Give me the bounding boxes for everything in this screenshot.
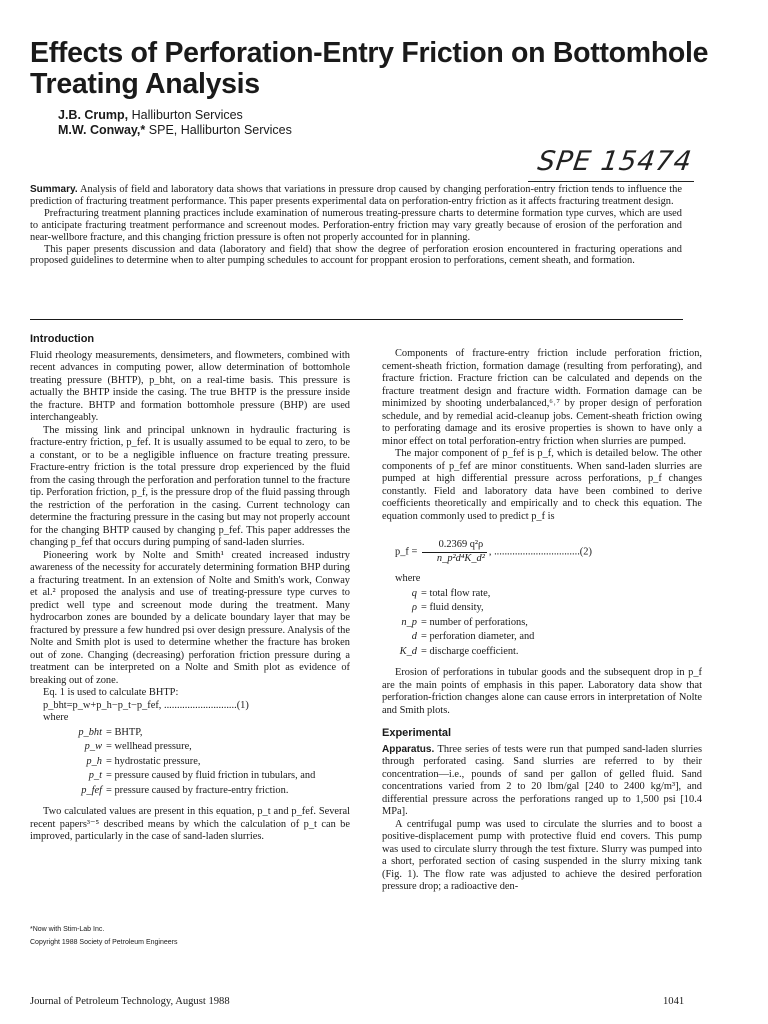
body-paragraph: The major component of p_fef is p_f, which is detailed below. The other components of p_fef are minor constituents. When sand-laden slurries are pumped at high differential pressure across perforations, p_f changes constantly. Field and laboratory data have been combined to derive coefficients theoretically and empirically and to check this equation. The equation commonly used to predict p_f is: [382, 448, 702, 522]
body-paragraph: A centrifugal pump was used to circulate the slurries and to boost a positive-displacement pump with protective fluid end covers. This pump was used to circulate slurry through the test fixture. Slurry was pumped into a short, perforated section of casing suspended in the slurry mixing tank (Fig. 1). The flow rate was adjusted to achieve the desired perforation pressure drop; a radioactive den-: [382, 818, 702, 892]
summary-text: Analysis of field and laboratory data shows that variations in pressure drop caused by changing perforation-entry friction tends to influence the prediction of fracturing treatment performance. This paper presents experimental data on perforation-entry friction as it affects fracturing treatment design.: [30, 184, 682, 207]
variable-meaning: = pressure caused by fracture-entry friction.: [106, 784, 289, 796]
variable-definition: [382, 601, 702, 616]
footnote-affiliation: *Now with Stim-Lab Inc.: [30, 926, 105, 933]
paper-title: Effects of Perforation-Entry Friction on Bottomhole Treating Analysis: [30, 37, 709, 100]
variable-meaning: = BHTP,: [106, 726, 143, 738]
author-name: M.W. Conway,*: [58, 123, 146, 137]
section-divider: [30, 319, 683, 320]
author-2: [58, 123, 292, 138]
equation-2: [382, 539, 702, 565]
variable-symbol: p_h: [86, 755, 102, 767]
footnote: [30, 923, 177, 949]
equation-lhs: p_f =: [395, 546, 418, 558]
apparatus-text: Three series of tests were run that pumped sand-laden slurries through perforated casing. Sand slurries are referred to by their concentration—i.e., pounds of sand per gallon of gelled fluid. Sand concentrations varied from 2 to 20 lbm/gal [240 to 2400 kg/m³], and differential pressure across the perforations ranged up to 1,500 psi [10.4 MPa].: [382, 743, 702, 817]
variable-definition: [30, 726, 350, 741]
variable-symbol: ρ: [412, 602, 417, 613]
body-paragraph: Pioneering work by Nolte and Smith¹ created increased industry awareness of the necessity for accurately determining formation BHP during a fracturing treatment. In an extension of Nolte and Smith's work, Conway et al.² proposed the analysis and use of treating-pressure type curves to predict well type and screenout mode during the treatment. Many hydrocarbon zones are bounded by a delicate boundary layer that may be fractured by pressure a few hundred psi over design pressure. Analysis of the Nolte and Smith plot is used to determine whether the fracture has broken out of zone. Changing (decreasing) perforation friction pressure during a treatment can be interpreted on a Nolte and Smith plot as evidence of breaking out of zone.: [30, 549, 350, 686]
body-paragraph: Erosion of perforations in tubular goods and the subsequent drop in p_f are the main points of emphasis in this paper. Laboratory data show that perforation-friction changes alone can cause errors in interpretation of Nolte and Smith plots.: [382, 667, 702, 716]
handwritten-underline: [528, 181, 694, 182]
variable-meaning: = perforation diameter, and: [421, 631, 535, 642]
author-list: [58, 108, 292, 138]
body-paragraph: Two calculated values are present in this equation, p_t and p_fef. Several recent papers³⁻⁵ described means by which the calculation of p_t can be improved, particularly in the case of sand-laden slurries.: [30, 806, 350, 842]
body-paragraph: Eq. 1 is used to calculate BHTP:: [43, 687, 179, 698]
where-label: where: [395, 573, 421, 584]
equation-1: p_bht=p_w+p_h−p_t−p_fef, ............................(1): [43, 699, 249, 711]
copyright-notice: Copyright 1988 Society of Petroleum Engineers: [30, 939, 178, 946]
body-paragraph: Components of fracture-entry friction include perforation friction, cement-sheath friction, formation damage (resulting from perforating), and fracture friction. Fracture friction can be calculated and depends on the fracture treatment design and fracture width. Formation damage can be minimized by shooting underbalanced,⁶˒⁷ by proper design of perforation schedule, and by remedial acid-cleanup jobs. Cement-sheath friction owing to perforating damage and its erosive properties is shown to have only a minor effect on total perforation-entry friction when slurries are pumped.: [382, 348, 702, 447]
section-heading-introduction: Introduction: [30, 333, 95, 345]
variable-meaning: = hydrostatic pressure,: [106, 755, 201, 767]
variable-definition: [382, 630, 702, 645]
author-affiliation: SPE, Halliburton Services: [148, 123, 292, 137]
body-paragraph: The missing link and principal unknown in hydraulic fracturing is fracture-entry friction, p_fef. It is usually assumed to be equal to zero, to be a constant, or to be a negligible influence on fracture treating pressure. Fracture-entry friction is the total pressure drop experienced by the fluid from the casing through the perforation and perforation tunnel to the fracture tip. Perforation friction, p_f, is the pressure drop of the fluid passing through the restriction of the perforation in the casing. Current technology can determine the fracturing pressure in the casing but may not properly account for the changing BHTP caused by changing p_fef. This paper addresses the changing p_fef that occurs during pumping of sand-laden slurries.: [30, 424, 350, 548]
variable-meaning: = discharge coefficient.: [421, 645, 519, 657]
author-name: J.B. Crump,: [58, 108, 129, 122]
variable-meaning: = wellhead pressure,: [106, 741, 192, 752]
variable-definition: [382, 587, 702, 602]
variable-meaning: = total flow rate,: [421, 587, 491, 599]
journal-citation: Journal of Petroleum Technology, August 1988: [30, 996, 230, 1007]
where-label: where: [43, 712, 69, 723]
author-affiliation: Halliburton Services: [131, 108, 243, 122]
variable-symbol: q: [411, 587, 417, 599]
variable-definition: [382, 616, 702, 631]
body-paragraph: Fluid rheology measurements, densimeters, and flowmeters, combined with recent advances in computing power, allow determination of bottomhole treating pressure (BHTP), p_bht, on a real-time basis. This pressure is actually the BHTP inside the casing. The true BHTP is the pressure inside the fracture. BHTP and formation bottomhole pressure (BHP) are used interchangeably.: [30, 349, 350, 423]
variable-meaning: = fluid density,: [421, 602, 484, 613]
variable-definition: [30, 769, 350, 784]
variable-symbol: K_d: [399, 645, 417, 657]
right-column: [382, 348, 702, 894]
summary-label: Summary.: [30, 184, 78, 195]
variable-meaning: = number of perforations,: [421, 616, 528, 628]
variable-list: [382, 587, 702, 660]
variable-definition: [30, 755, 350, 770]
summary-section: [30, 184, 682, 267]
author-1: [58, 108, 292, 123]
equation-numerator: 0.2369 q²ρ: [422, 539, 487, 553]
variable-definition: [30, 740, 350, 755]
equation-fraction: [422, 539, 487, 565]
subsection-label-apparatus: Apparatus.: [382, 743, 435, 755]
section-heading-experimental: Experimental: [382, 727, 452, 739]
page-number: 1041: [663, 996, 685, 1007]
handwritten-paper-number: SPE 15474: [535, 146, 695, 177]
variable-definition: [382, 645, 702, 660]
equation-denominator: n_p²d⁴K_d²: [436, 552, 485, 564]
variable-symbol: p_t: [88, 770, 102, 781]
body-paragraph: [382, 744, 702, 819]
variable-definition: [30, 784, 350, 799]
variable-symbol: n_p: [401, 616, 417, 628]
variable-list: [30, 726, 350, 799]
left-column: [30, 333, 350, 844]
summary-paragraph: [30, 184, 682, 208]
variable-symbol: p_bht: [78, 726, 102, 738]
variable-meaning: = pressure caused by fluid friction in tubulars, and: [106, 770, 316, 781]
variable-symbol: p_fef: [81, 784, 102, 796]
variable-symbol: d: [411, 631, 417, 642]
variable-symbol: p_w: [84, 741, 102, 752]
equation-number: , .................................(2): [488, 546, 592, 558]
summary-paragraph: This paper presents discussion and data (laboratory and field) that show the degree of perforation erosion encountered in fracturing operations and proposed guidelines to determine when to alter pumping schedules to account for proppant erosion to perforations, cement sheath, and formation.: [30, 243, 682, 267]
summary-paragraph: Prefracturing treatment planning practices include examination of numerous treating-pressure charts to determine formation type curves, which are used to anticipate fracturing treatment performance and screenout modes. Perforation-entry friction may vary greatly because of erosion of the perforation and near-wellbore fracture, and this changing friction pressure is often not properly accounted for in planning.: [30, 207, 682, 243]
